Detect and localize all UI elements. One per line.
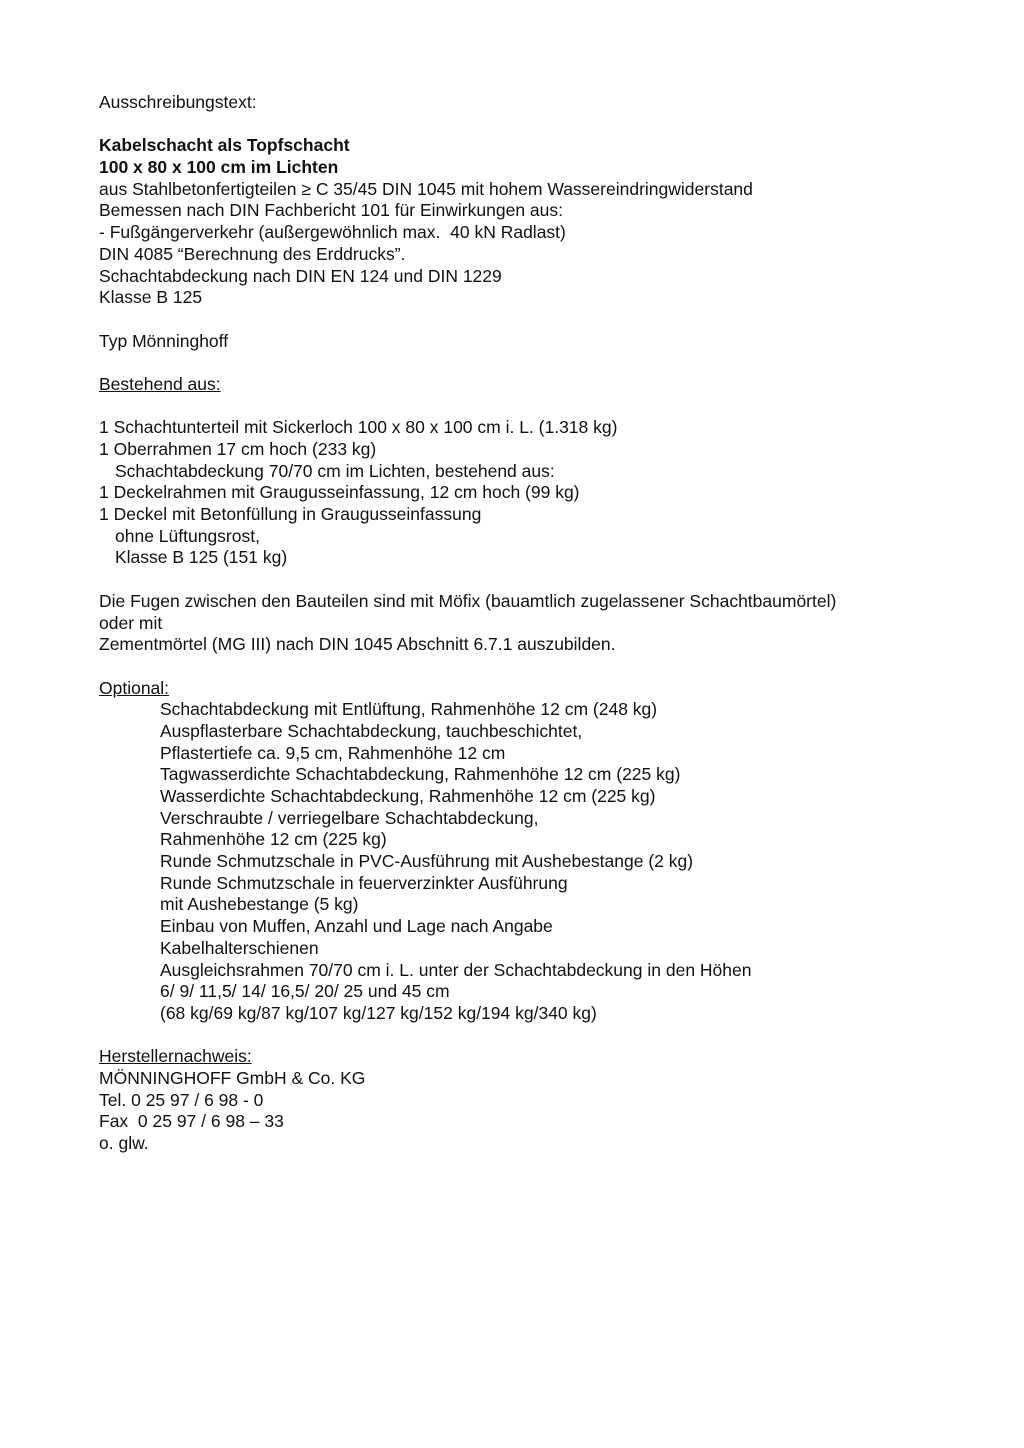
document-page: [99, 92, 959, 1155]
optional-heading: Optional:: [99, 677, 170, 698]
spec-section: [99, 179, 959, 309]
component-item: Schachtabdeckung 70/70 cm im Lichten, bestehend aus:: [115, 460, 555, 481]
document-title: Kabelschacht als Topfschacht: [99, 135, 350, 156]
spec-line: Klasse B 125: [99, 287, 203, 308]
optional-item: Wasserdichte Schachtabdeckung, Rahmenhöhe 12 cm (225 kg): [160, 786, 656, 806]
components-heading: Bestehend aus:: [99, 373, 221, 394]
optional-item: Runde Schmutzschale in feuerverzinkter Ausführung: [160, 872, 568, 893]
component-item: 1 Deckelrahmen mit Graugusseinfassung, 12 cm hoch (99 kg): [99, 482, 580, 503]
manufacturer-name: MÖNNINGHOFF GmbH & Co. KG: [99, 1067, 366, 1088]
joints-section: [99, 591, 959, 656]
optional-list: [99, 699, 959, 1024]
manufacturer-heading: Herstellernachweis:: [99, 1046, 252, 1067]
optional-item: Schachtabdeckung mit Entlüftung, Rahmenhöhe 12 cm (248 kg): [160, 699, 658, 720]
optional-item: (68 kg/69 kg/87 kg/107 kg/127 kg/152 kg/194 kg/340 kg): [160, 1002, 597, 1023]
optional-item: Auspflasterbare Schachtabdeckung, tauchbeschichtet,: [160, 720, 583, 741]
joints-line: Zementmörtel (MG III) nach DIN 1045 Abschnitt 6.7.1 auszubilden.: [99, 634, 616, 655]
optional-item: Verschraubte / verriegelbare Schachtabdeckung,: [160, 807, 539, 828]
optional-item: Kabelhalterschienen: [160, 937, 319, 958]
optional-item: Rahmenhöhe 12 cm (225 kg): [160, 829, 387, 850]
optional-section: [99, 678, 959, 1025]
components-section: [99, 374, 959, 569]
manufacturer-fax: Fax 0 25 97 / 6 98 – 33: [99, 1111, 284, 1132]
type-line: Typ Mönninghoff: [99, 330, 229, 351]
spec-line: Bemessen nach DIN Fachbericht 101 für Einwirkungen aus:: [99, 200, 563, 221]
document-subtitle: 100 x 80 x 100 cm im Lichten: [99, 157, 339, 178]
optional-item: Tagwasserdichte Schachtabdeckung, Rahmenhöhe 12 cm (225 kg): [160, 764, 681, 785]
spec-line: Schachtabdeckung nach DIN EN 124 und DIN 1229: [99, 265, 502, 286]
components-list: [99, 417, 959, 569]
joints-line: oder mit: [99, 612, 163, 633]
joints-line: Die Fugen zwischen den Bauteilen sind mit Möfix (bauamtlich zugelassener Schachtbaumörtel): [99, 590, 837, 611]
component-item: 1 Deckel mit Betonfüllung in Graugusseinfassung: [99, 504, 482, 525]
spec-line: DIN 4085 “Berechnung des Erddrucks”.: [99, 243, 406, 264]
component-item: ohne Lüftungsrost,: [115, 525, 260, 546]
optional-item: 6/ 9/ 11,5/ 14/ 16,5/ 20/ 25 und 45 cm: [160, 981, 450, 1002]
manufacturer-tel: Tel. 0 25 97 / 6 98 - 0: [99, 1089, 264, 1110]
component-item: 1 Oberrahmen 17 cm hoch (233 kg): [99, 439, 377, 459]
optional-item: Ausgleichsrahmen 70/70 cm i. L. unter der Schachtabdeckung in den Höhen: [160, 959, 752, 980]
spec-line: - Fußgängerverkehr (außergewöhnlich max. 40 kN Radlast): [99, 222, 566, 243]
spec-line: aus Stahlbetonfertigteilen ≥ C 35/45 DIN 1045 mit hohem Wassereindringwiderstand: [99, 178, 753, 199]
manufacturer-section: [99, 1046, 959, 1154]
component-item: 1 Schachtunterteil mit Sickerloch 100 x 80 x 100 cm i. L. (1.318 kg): [99, 417, 618, 438]
optional-item: mit Aushebestange (5 kg): [160, 894, 359, 915]
document-heading: Ausschreibungstext:: [99, 92, 257, 112]
manufacturer-equivalent: o. glw.: [99, 1133, 149, 1153]
optional-item: Einbau von Muffen, Anzahl und Lage nach Angabe: [160, 916, 553, 937]
component-item: Klasse B 125 (151 kg): [115, 547, 288, 568]
optional-item: Runde Schmutzschale in PVC-Ausführung mit Aushebestange (2 kg): [160, 851, 694, 872]
optional-item: Pflastertiefe ca. 9,5 cm, Rahmenhöhe 12 cm: [160, 742, 506, 763]
